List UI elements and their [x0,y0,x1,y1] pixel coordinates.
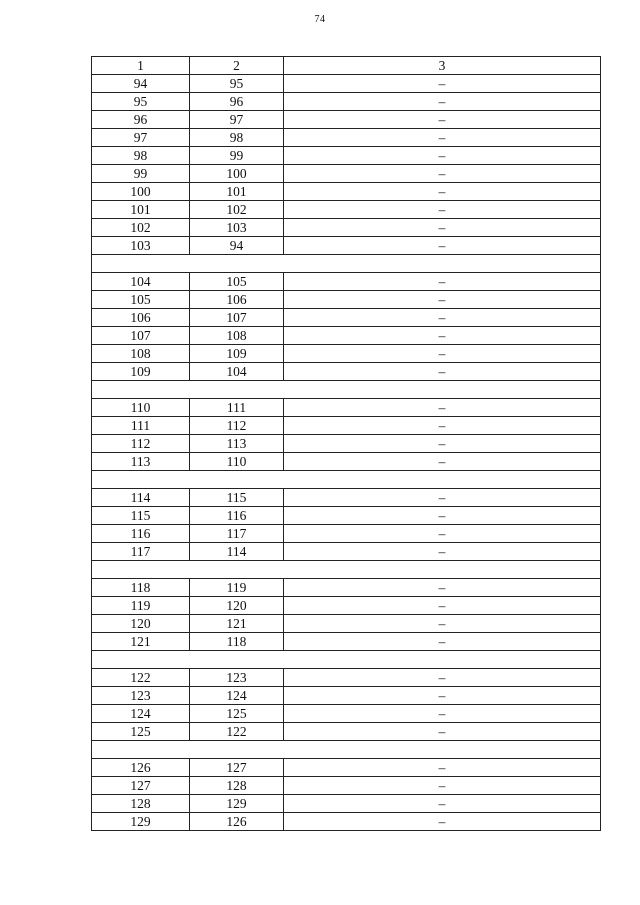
group-separator-row [92,651,601,669]
table-cell: 121 [92,633,190,651]
table-row [92,507,601,525]
table-cell: – [284,579,601,597]
table-cell: 108 [190,327,284,345]
table-row [92,435,601,453]
table-cell: 94 [92,75,190,93]
table-cell: – [284,219,601,237]
table-cell: – [284,615,601,633]
table-cell: 128 [92,795,190,813]
table-row [92,327,601,345]
table-cell: – [284,723,601,741]
table-row [92,705,601,723]
table-row [92,201,601,219]
table-cell: 117 [92,543,190,561]
table-row [92,399,601,417]
table-row [92,309,601,327]
table-row [92,633,601,651]
table-cell: 107 [92,327,190,345]
table-cell: 103 [190,219,284,237]
table-row [92,777,601,795]
table-cell: – [284,777,601,795]
table-cell: – [284,183,601,201]
separator-cell [92,381,601,399]
table-cell: 101 [92,201,190,219]
table-row [92,111,601,129]
table-row [92,759,601,777]
table-row [92,669,601,687]
table-cell: 129 [190,795,284,813]
table-row [92,237,601,255]
table-cell: 102 [92,219,190,237]
table-cell: 122 [190,723,284,741]
table-row [92,723,601,741]
table-cell: – [284,75,601,93]
table-cell: 118 [190,633,284,651]
table-row [92,129,601,147]
table-cell: – [284,147,601,165]
table-row [92,525,601,543]
group-separator-row [92,381,601,399]
table-cell: 97 [190,111,284,129]
table-cell: 125 [92,723,190,741]
table-row [92,363,601,381]
table-cell: – [284,633,601,651]
table-cell: 106 [190,291,284,309]
table-cell: – [284,453,601,471]
table-cell: 94 [190,237,284,255]
table-cell: – [284,489,601,507]
table-cell: – [284,687,601,705]
table-cell: 104 [92,273,190,291]
group-separator-row [92,561,601,579]
table-cell: – [284,363,601,381]
table-cell: – [284,813,601,831]
table-cell: 106 [92,309,190,327]
table-cell: 113 [190,435,284,453]
table-cell: 127 [190,759,284,777]
column-header: 1 [92,57,190,75]
table-cell: – [284,669,601,687]
table-cell: 113 [92,453,190,471]
table-cell: 109 [92,363,190,381]
table-cell: – [284,327,601,345]
table-cell: – [284,291,601,309]
table-cell: 115 [92,507,190,525]
table-cell: 114 [190,543,284,561]
table-cell: 100 [190,165,284,183]
table-cell: 126 [190,813,284,831]
separator-cell [92,651,601,669]
table-cell: 110 [190,453,284,471]
table-cell: 107 [190,309,284,327]
table-body [92,75,601,831]
table-cell: 127 [92,777,190,795]
column-header: 3 [284,57,601,75]
table-cell: – [284,399,601,417]
table-cell: – [284,525,601,543]
column-header: 2 [190,57,284,75]
data-table [91,56,601,831]
table-row [92,291,601,309]
table-row [92,165,601,183]
group-separator-row [92,255,601,273]
table-cell: 125 [190,705,284,723]
table-cell: 98 [92,147,190,165]
table-cell: 112 [92,435,190,453]
table-cell: 100 [92,183,190,201]
separator-cell [92,255,601,273]
table-cell: 104 [190,363,284,381]
table-cell: 118 [92,579,190,597]
table-cell: – [284,507,601,525]
table-cell: 111 [92,417,190,435]
separator-cell [92,741,601,759]
table-cell: 124 [190,687,284,705]
table-cell: 117 [190,525,284,543]
table-cell: – [284,417,601,435]
table-cell: – [284,129,601,147]
table-cell: 105 [190,273,284,291]
table-cell: 95 [92,93,190,111]
group-separator-row [92,741,601,759]
table-cell: 109 [190,345,284,363]
table-cell: 99 [190,147,284,165]
table-cell: 112 [190,417,284,435]
table-row [92,579,601,597]
table-row [92,597,601,615]
table-row [92,75,601,93]
table-cell: 123 [190,669,284,687]
table-cell: 114 [92,489,190,507]
table-cell: – [284,309,601,327]
separator-cell [92,561,601,579]
table-cell: 102 [190,201,284,219]
table-row [92,219,601,237]
table-row [92,615,601,633]
table-cell: 96 [190,93,284,111]
table-row [92,687,601,705]
table-cell: 123 [92,687,190,705]
table-row [92,795,601,813]
table-cell: 119 [190,579,284,597]
table-cell: – [284,435,601,453]
table-cell: 101 [190,183,284,201]
table-row [92,183,601,201]
table-cell: – [284,345,601,363]
table-cell: 129 [92,813,190,831]
table-cell: 110 [92,399,190,417]
table-cell: 122 [92,669,190,687]
table-cell: 116 [190,507,284,525]
table-cell: – [284,273,601,291]
table-cell: – [284,93,601,111]
table-cell: 128 [190,777,284,795]
table-row [92,273,601,291]
table-cell: – [284,705,601,723]
table-cell: – [284,165,601,183]
table-cell: – [284,543,601,561]
table-cell: 116 [92,525,190,543]
table-cell: 119 [92,597,190,615]
table-cell: – [284,201,601,219]
table-cell: 99 [92,165,190,183]
table-row [92,543,601,561]
table-cell: 126 [92,759,190,777]
table-cell: 98 [190,129,284,147]
table-cell: 115 [190,489,284,507]
table-cell: 97 [92,129,190,147]
table-cell: 121 [190,615,284,633]
separator-cell [92,471,601,489]
table-cell: – [284,759,601,777]
table-cell: 124 [92,705,190,723]
table-cell: – [284,237,601,255]
header-row [92,57,601,75]
table-cell: 96 [92,111,190,129]
table-cell: 111 [190,399,284,417]
group-separator-row [92,471,601,489]
table-row [92,417,601,435]
table-row [92,813,601,831]
table-cell: 120 [92,615,190,633]
table-row [92,453,601,471]
table-row [92,345,601,363]
table-cell: 108 [92,345,190,363]
table-cell: 120 [190,597,284,615]
table-row [92,489,601,507]
table-cell: 103 [92,237,190,255]
table-cell: 95 [190,75,284,93]
table-cell: – [284,111,601,129]
table-cell: 105 [92,291,190,309]
table-cell: – [284,597,601,615]
table-row [92,93,601,111]
page-number: 74 [314,14,326,25]
table-cell: – [284,795,601,813]
table-row [92,147,601,165]
